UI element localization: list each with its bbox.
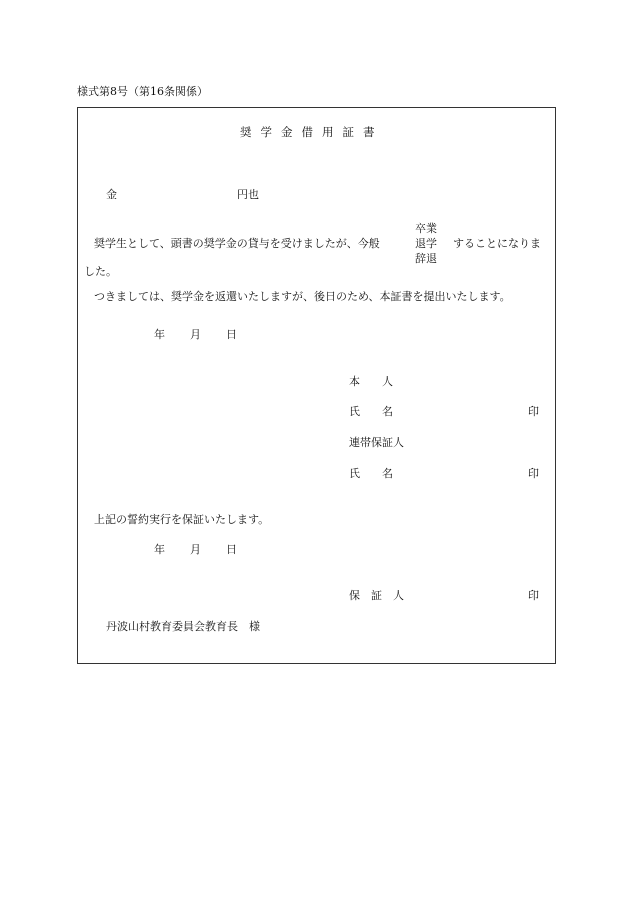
guarantor-seal: 印 xyxy=(528,589,539,602)
reason-option-graduation: 卒業 xyxy=(415,222,437,235)
amount-suffix: 円也 xyxy=(237,188,259,201)
guarantor-label: 保 証 人 xyxy=(349,589,404,602)
date-day: 日 xyxy=(226,328,237,341)
guarantee-date-day: 日 xyxy=(226,543,237,556)
reason-option-resignation: 辞退 xyxy=(415,252,437,265)
principal-seal: 印 xyxy=(528,405,539,418)
addressee: 丹波山村教育委員会教育長 様 xyxy=(106,620,260,633)
form-number: 様式第8号（第16条関係） xyxy=(77,85,208,98)
amount-prefix: 金 xyxy=(106,188,117,201)
body-line1-prefix: 奨学生として、頭書の奨学金の貸与を受けましたが、今般 xyxy=(94,237,380,250)
date-month: 月 xyxy=(190,328,201,341)
body-line2: つきましては、奨学金を返還いたしますが、後日のため、本証書を提出いたします。 xyxy=(94,290,511,303)
principal-label: 本 人 xyxy=(349,375,393,388)
joint-guarantor-seal: 印 xyxy=(528,467,539,480)
principal-name-label: 氏 名 xyxy=(349,405,393,418)
joint-guarantor-name-label: 氏 名 xyxy=(349,467,393,480)
date-year: 年 xyxy=(154,328,165,341)
document-title: 奨学金借用証書 xyxy=(240,125,384,139)
guarantee-date-year: 年 xyxy=(154,543,165,556)
guarantee-date-month: 月 xyxy=(190,543,201,556)
body-line1-suffix: することになりま xyxy=(453,237,541,250)
body-line1-continuation: した。 xyxy=(84,265,117,278)
certificate-frame xyxy=(77,107,556,664)
joint-guarantor-label: 連帯保証人 xyxy=(349,436,404,449)
guarantee-statement: 上記の誓約実行を保証いたします。 xyxy=(94,513,270,526)
reason-option-withdrawal: 退学 xyxy=(415,237,437,250)
